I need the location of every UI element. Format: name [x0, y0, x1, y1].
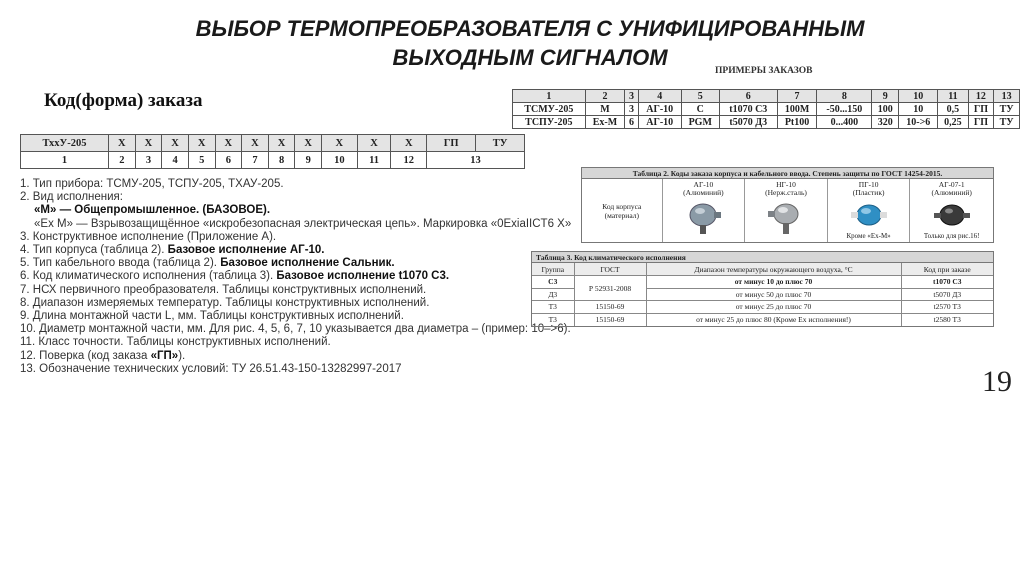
examples-header-cell: 10: [899, 90, 938, 103]
climate-cell: Т3: [532, 301, 574, 314]
order-code-cell: Х: [162, 135, 189, 152]
order-number-cell: 11: [357, 152, 391, 169]
examples-cell: t1070 С3: [719, 103, 777, 116]
examples-cell: ГП: [968, 103, 994, 116]
examples-cell: 3: [625, 103, 638, 116]
page-number: 19: [982, 365, 1012, 398]
legend-item: [20, 270, 530, 283]
examples-cell: 10: [899, 103, 938, 116]
housing-note: Только для рис.16!: [923, 232, 980, 240]
slide-title-line-1: ВЫБОР ТЕРМОПРЕОБРАЗОВАТЕЛЯ С УНИФИЦИРОВАННЫМ: [195, 16, 865, 41]
examples-cell: 320: [872, 116, 899, 129]
order-code-cell: ГП: [427, 135, 476, 152]
slide-title: [110, 14, 950, 72]
legend-item: 3. Конструктивное исполнение (Приложение А).: [20, 230, 277, 243]
climate-cell: от минус 50 до плюс 70: [646, 288, 901, 301]
examples-heading: ПРИМЕРЫ ЗАКАЗОВ: [715, 66, 813, 76]
examples-header-cell: 1: [513, 90, 586, 103]
examples-header-cell: 4: [638, 90, 681, 103]
housing-codes-row: [582, 179, 993, 242]
examples-cell: -50...150: [817, 103, 872, 116]
housing-note: Кроме «Ех-М»: [846, 232, 891, 240]
climate-cell: Р 52931-2008: [574, 276, 646, 301]
climate-cell: t2580 Т3: [901, 313, 993, 326]
housing-cell-ag10: [663, 179, 746, 242]
examples-cell: t5070 Д3: [719, 116, 777, 129]
legend-item: [20, 244, 530, 257]
legend-item-bold: Базовое исполнение Сальник.: [220, 257, 395, 270]
slide-title-line-2: ВЫХОДНЫМ СИГНАЛОМ: [392, 45, 668, 70]
examples-header-cell: 8: [817, 90, 872, 103]
examples-header-cell: 13: [994, 90, 1020, 103]
housing-name: НГ-10 (Нерж.сталь): [765, 180, 807, 197]
examples-cell: 0...400: [817, 116, 872, 129]
climate-cell: Д3: [532, 288, 574, 301]
order-number-cell: 9: [295, 152, 322, 169]
examples-header-cell: 2: [585, 90, 625, 103]
order-examples-table: [512, 89, 1020, 129]
climate-cell: t2570 Т3: [901, 301, 993, 314]
climate-codes-grid: [532, 263, 993, 326]
climate-cell: 15150-69: [574, 313, 646, 326]
order-code-table: [20, 134, 525, 169]
examples-cell: ТУ: [994, 116, 1020, 129]
climate-row: [532, 301, 993, 314]
order-code-cell: Х: [295, 135, 322, 152]
order-number-cell: 6: [215, 152, 242, 169]
climate-cell: t5070 Д3: [901, 288, 993, 301]
examples-cell: ТУ: [994, 103, 1020, 116]
examples-cell: 100: [872, 103, 899, 116]
climate-cell: 15150-69: [574, 301, 646, 314]
examples-row: [513, 103, 1020, 116]
climate-codes-table: [531, 251, 994, 327]
legend-item: 9. Длина монтажной части L, мм. Таблицы конструктивных исполнений.: [20, 310, 404, 323]
order-code-cell: ТУ: [476, 135, 525, 152]
climate-header-cell: Группа: [532, 263, 574, 276]
plastic-housing-icon: [849, 201, 889, 231]
examples-header-cell: 9: [872, 90, 899, 103]
legend-item: 8. Диапазон измеряемых температур. Таблицы конструктивных исполнений.: [20, 296, 430, 309]
examples-header-cell: 11: [938, 90, 968, 103]
housing-codes-caption: Таблица 2. Коды заказа корпуса и кабельного ввода. Степень защиты по ГОСТ 14254-2015.: [582, 168, 993, 179]
examples-cell: АГ-10: [638, 103, 681, 116]
legend-item-text: 12. Поверка (код заказа: [20, 349, 148, 362]
examples-cell: ТСПУ-205: [513, 116, 586, 129]
order-number-cell: 1: [21, 152, 109, 169]
housing-name: АГ-10 (Алюминий): [683, 180, 724, 197]
examples-header-cell: 7: [777, 90, 817, 103]
climate-cell: t1070 С3: [901, 276, 993, 289]
legend-item-bold: Базовое исполнение АГ-10.: [167, 244, 325, 257]
housing-name: АГ-07-1 (Алюминий): [931, 180, 972, 197]
housing-name: ПГ-10 (Пластик): [852, 180, 885, 197]
climate-header-cell: Диапазон температуры окружающего воздуха, °С: [646, 263, 901, 276]
legend-item: [20, 350, 530, 363]
order-code-cell: ТххУ-205: [21, 135, 109, 152]
climate-header-cell: ГОСТ: [574, 263, 646, 276]
housing-codes-table: [581, 167, 994, 243]
legend-item: 2. Вид исполнения:: [20, 191, 123, 204]
order-code-heading: Код(форма) заказа: [44, 90, 203, 111]
examples-cell: 6: [625, 116, 638, 129]
order-number-cell: 12: [391, 152, 427, 169]
order-code-cell: Х: [188, 135, 215, 152]
climate-cell: от минус 10 до плюс 70: [646, 276, 901, 289]
examples-cell: PGM: [681, 116, 719, 129]
examples-row: [513, 116, 1020, 129]
examples-cell: С: [681, 103, 719, 116]
order-number-cell: 4: [162, 152, 189, 169]
order-code-cell: Х: [268, 135, 295, 152]
legend-item-text: 5. Тип кабельного ввода (таблица 2).: [20, 257, 217, 270]
climate-cell: Т3: [532, 313, 574, 326]
examples-cell: АГ-10: [638, 116, 681, 129]
order-number-cell: 5: [188, 152, 215, 169]
examples-header-cell: 5: [681, 90, 719, 103]
order-number-row: [21, 152, 525, 169]
examples-header-cell: 12: [968, 90, 994, 103]
housing-cell-ag07: [910, 179, 993, 242]
legend-item: 1. Тип прибора: ТСМУ-205, ТСПУ-205, ТХАУ-205.: [20, 178, 284, 190]
aluminum-housing-icon: [683, 201, 723, 235]
examples-cell: М: [585, 103, 625, 116]
examples-cell: Pt100: [777, 116, 817, 129]
housing-cell-ng10: [745, 179, 828, 242]
examples-cell: ТСМУ-205: [513, 103, 586, 116]
order-code-cell: Х: [215, 135, 242, 152]
housing-cell-pg10: [828, 179, 911, 242]
order-code-cell: Х: [135, 135, 162, 152]
order-number-cell: 13: [427, 152, 525, 169]
examples-cell: 0,5: [938, 103, 968, 116]
climate-cell: от минус 25 до плюс 70: [646, 301, 901, 314]
order-code-cell: Х: [357, 135, 391, 152]
climate-header-cell: Код при заказе: [901, 263, 993, 276]
legend-subitem-text: «М» — Общепромышленное. (БАЗОВОЕ).: [34, 204, 271, 217]
order-code-cell: Х: [322, 135, 358, 152]
climate-row: [532, 313, 993, 326]
climate-cell: С3: [532, 276, 574, 289]
steel-housing-icon: [766, 201, 806, 235]
order-code-cell: Х: [109, 135, 136, 152]
climate-row: [532, 276, 993, 289]
legend-item: [20, 257, 530, 270]
order-code-row: [21, 135, 525, 152]
order-code-cell: Х: [391, 135, 427, 152]
examples-header-cell: 3: [625, 90, 638, 103]
legend-item-text: 6. Код климатического исполнения (таблица 3).: [20, 270, 274, 283]
legend-subitem: [20, 204, 530, 217]
legend-item-bold: «ГП»: [150, 349, 179, 362]
climate-cell: от минус 25 до плюс 80 (Кроме Ех исполнения!): [646, 313, 901, 326]
order-number-cell: 8: [268, 152, 295, 169]
legend-item-text: 4. Тип корпуса (таблица 2).: [20, 244, 165, 257]
legend-item: 7. НСХ первичного преобразователя. Таблицы конструктивных исполнений.: [20, 283, 427, 296]
compact-housing-icon: [932, 201, 972, 231]
legend-item: 11. Класс точности. Таблицы конструктивных исполнений.: [20, 336, 331, 349]
housing-code-label-cell: [582, 179, 663, 242]
climate-codes-caption: Таблица 3. Код климатического исполнения: [532, 252, 993, 263]
legend-item: 13. Обозначение технических условий: ТУ 26.51.43-150-13282997-2017: [20, 362, 402, 375]
housing-code-label: Код корпуса (материал): [602, 201, 642, 220]
order-number-cell: 10: [322, 152, 358, 169]
examples-cell: ГП: [968, 116, 994, 129]
examples-header-row: [513, 90, 1020, 103]
climate-header-row: [532, 263, 993, 276]
examples-cell: 10->6: [899, 116, 938, 129]
order-number-cell: 7: [242, 152, 269, 169]
legend-subitem: «Ех М» — Взрывозащищённое «искробезопасная электрическая цепь». Маркировка «0ExiaIICT6 X»: [34, 217, 572, 230]
examples-cell: 0,25: [938, 116, 968, 129]
legend-item: 10. Диаметр монтажной части, мм. Для рис. 4, 5, 6, 7, 10 указывается два диаметра – (пример: 10–>6).: [20, 323, 571, 336]
examples-header-cell: 6: [719, 90, 777, 103]
legend-item-text-end: ).: [178, 349, 186, 362]
legend-item-bold: Базовое исполнение t1070 С3.: [276, 270, 450, 283]
order-code-cell: Х: [242, 135, 269, 152]
order-number-cell: 2: [109, 152, 136, 169]
examples-cell: Ех-М: [585, 116, 625, 129]
examples-cell: 100М: [777, 103, 817, 116]
order-number-cell: 3: [135, 152, 162, 169]
